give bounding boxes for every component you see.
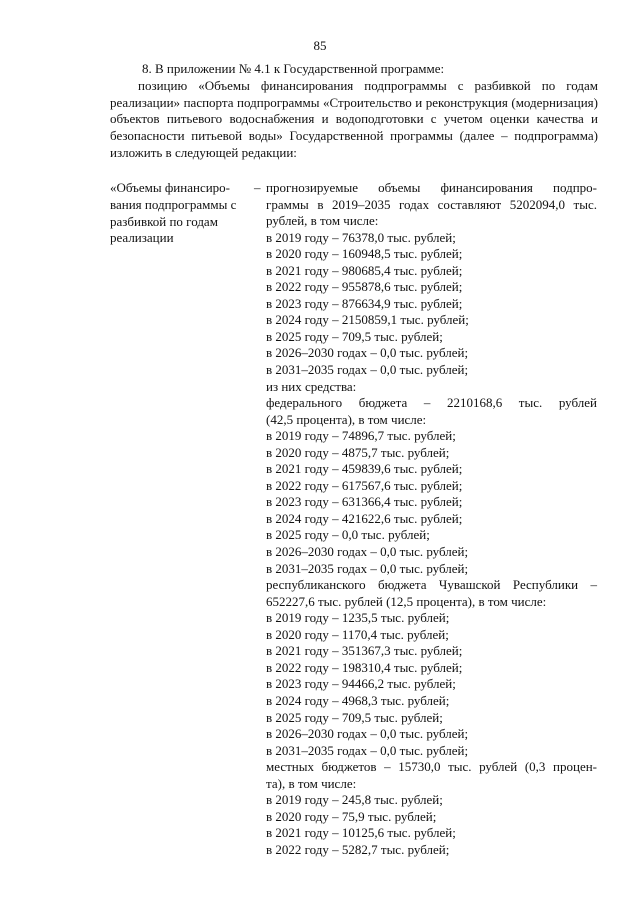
financing-detail-line: та), в том числе: (266, 775, 357, 791)
financing-label-line: реализации (110, 230, 174, 246)
financing-detail-line: в 2022 году – 617567,6 тыс. рублей; (266, 477, 463, 493)
financing-detail-line: прогнозируемые объемы финансирования подпро- (266, 180, 597, 195)
financing-detail-line: в 2020 году – 1170,4 тыс. рублей; (266, 626, 449, 642)
financing-label-line: вания подпрограммы с (110, 196, 237, 212)
financing-detail-line: в 2022 году – 955878,6 тыс. рублей; (266, 279, 463, 295)
financing-detail-line: в 2019 году – 1235,5 тыс. рублей; (266, 610, 450, 626)
financing-detail-line: в 2022 году – 198310,4 тыс. рублей; (266, 659, 463, 675)
financing-detail-line: в 2020 году – 160948,5 тыс. рублей; (266, 246, 463, 262)
financing-detail-line: рублей, в том числе: (266, 213, 379, 229)
financing-detail-line: республиканского бюджета Чувашской Республики – (266, 577, 597, 593)
financing-detail-line: 652227,6 тыс. рублей (12,5 процента), в том числе: (266, 593, 547, 609)
page-number: 85 (313, 38, 327, 53)
financing-label-line: «Объемы финансиро- (110, 180, 231, 195)
financing-detail-line: в 2025 году – 709,5 тыс. рублей; (266, 709, 443, 725)
financing-detail-line: в 2023 году – 631366,4 тыс. рублей; (266, 494, 463, 510)
intro-heading: 8. В приложении № 4.1 к Государственной программе: (142, 61, 445, 76)
financing-detail-line: в 2019 году – 76378,0 тыс. рублей; (266, 229, 456, 245)
financing-detail-line: местных бюджетов – 15730,0 тыс. рублей (0,3 процен- (266, 759, 597, 775)
financing-detail-line: (42,5 процента), в том числе: (266, 411, 427, 427)
financing-detail-line: из них средства: (266, 378, 357, 394)
financing-detail-line: в 2026–2030 годах – 0,0 тыс. рублей; (266, 345, 469, 361)
financing-detail-line: в 2021 году – 351367,3 тыс. рублей; (266, 643, 463, 659)
financing-detail-line: в 2025 году – 709,5 тыс. рублей; (266, 328, 443, 344)
financing-detail-line: в 2024 году – 4968,3 тыс. рублей; (266, 692, 450, 708)
financing-detail-line: в 2023 году – 876634,9 тыс. рублей; (266, 295, 463, 311)
financing-detail-line: граммы в 2019–2035 годах составляют 5202094,0 тыс. (266, 196, 597, 212)
financing-detail-line: в 2026–2030 годах – 0,0 тыс. рублей; (266, 544, 469, 560)
intro-section (110, 61, 598, 162)
financing-detail-line: в 2021 году – 459839,6 тыс. рублей; (266, 461, 463, 477)
financing-detail-line: в 2020 году – 4875,7 тыс. рублей; (266, 444, 450, 460)
financing-detail-line: в 2031–2035 годах – 0,0 тыс. рублей; (266, 362, 469, 378)
financing-detail-line: в 2031–2035 годах – 0,0 тыс. рублей; (266, 742, 469, 758)
financing-label (110, 180, 256, 247)
financing-details (266, 180, 597, 858)
financing-detail-line: в 2031–2035 годах – 0,0 тыс. рублей; (266, 560, 469, 576)
financing-detail-line: в 2023 году – 94466,2 тыс. рублей; (266, 676, 456, 692)
financing-detail-line: в 2025 году – 0,0 тыс. рублей; (266, 527, 430, 543)
intro-paragraph: позицию «Объемы финансирования подпрограммы с разбивкой по годам реализации» паспорта подпрограммы «Строительство и реконструкция (модернизация) объектов питьевого водоснабжения и водоподготовки с учетом оценки качества и безопасности питьевой воды» Государственной программы (далее – подпрограмма) изложить в следующей редакции: (110, 77, 598, 160)
financing-detail-line: федерального бюджета – 2210168,6 тыс. рублей (266, 395, 597, 411)
financing-detail-line: в 2020 году – 75,9 тыс. рублей; (266, 808, 437, 824)
financing-detail-line: в 2021 году – 980685,4 тыс. рублей; (266, 262, 463, 278)
financing-label-line: разбивкой по годам (110, 213, 218, 229)
financing-detail-line: в 2024 году – 421622,6 тыс. рублей; (266, 510, 463, 526)
financing-detail-line: в 2026–2030 годах – 0,0 тыс. рублей; (266, 726, 469, 742)
financing-detail-line: в 2021 году – 10125,6 тыс. рублей; (266, 825, 456, 841)
financing-detail-line: в 2024 году – 2150859,1 тыс. рублей; (266, 312, 469, 328)
separator-dash: – (254, 180, 261, 195)
financing-detail-line: в 2019 году – 74896,7 тыс. рублей; (266, 428, 456, 444)
financing-detail-line: в 2022 году – 5282,7 тыс. рублей; (266, 841, 450, 857)
financing-detail-line: в 2019 году – 245,8 тыс. рублей; (266, 792, 443, 808)
